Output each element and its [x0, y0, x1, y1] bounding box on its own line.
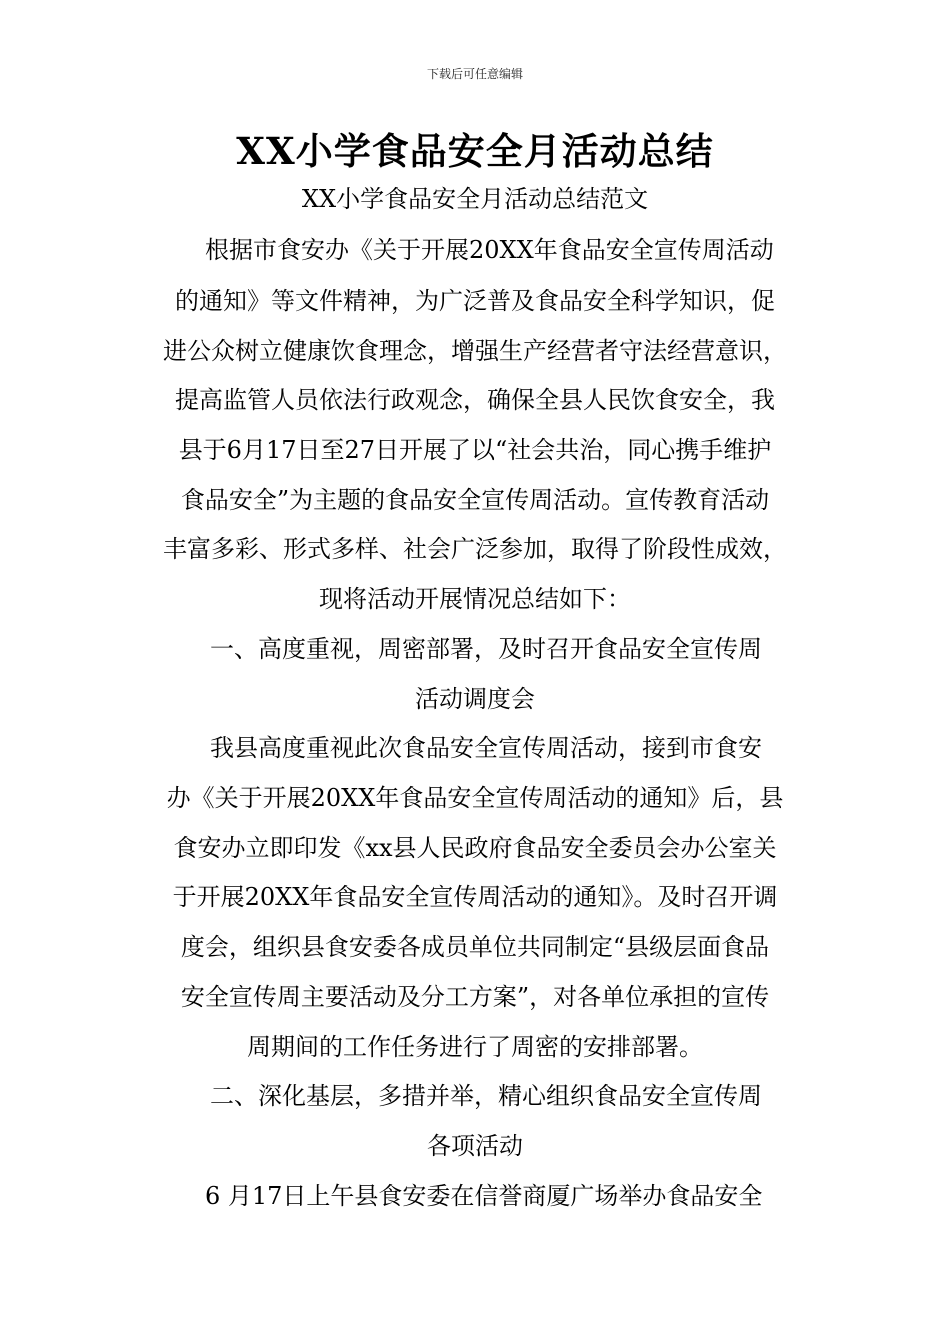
paragraph-line: 食品安全”为主题的食品安全宣传周活动。宣传教育活动 [180, 486, 770, 514]
section-heading-line: 一、高度重视，周密部署，及时召开食品安全宣传周 [210, 635, 762, 663]
paragraph-line: 度会，组织县食安委各成员单位共同制定“县级层面食品 [180, 933, 770, 961]
paragraph-line: 6 月17日上午县食安委在信誉商厦广场举办食品安全 [205, 1182, 763, 1210]
document-title: XX小学食品安全月活动总结 [236, 129, 714, 173]
paragraph-line: 周期间的工作任务进行了周密的安排部署。 [247, 1033, 703, 1061]
paragraph-line: 丰富多彩、形式多样、社会广泛参加，取得了阶段性成效， [163, 535, 787, 563]
paragraph-line: 办《关于开展20XX年食品安全宣传周活动的通知》后，县 [166, 784, 784, 812]
document-subtitle: XX小学食品安全月活动总结范文 [301, 185, 649, 213]
paragraph-line: 于开展20XX年食品安全宣传周活动的通知》。及时召开调 [172, 883, 778, 911]
paragraph-line: 根据市食安办《关于开展20XX年食品安全宣传周活动 [205, 236, 774, 264]
paragraph-line: 食安办立即印发《xx县人民政府食品安全委员会办公室关 [173, 834, 777, 862]
section-heading-line: 各项活动 [427, 1132, 523, 1160]
paragraph-line: 我县高度重视此次食品安全宣传周活动，接到市食安 [210, 734, 762, 762]
header-note: 下载后可任意编辑 [426, 67, 523, 81]
paragraph-line: 提高监管人员依法行政观念，确保全县人民饮食安全，我 [175, 386, 775, 414]
paragraph-line: 进公众树立健康饮食理念，增强生产经营者守法经营意识， [163, 337, 787, 365]
paragraph-line: 的通知》等文件精神，为广泛普及食品安全科学知识，促 [175, 287, 775, 315]
section-heading-line: 活动调度会 [415, 685, 535, 713]
paragraph-line: 县于6月17日至27日开展了以“社会共治，同心携手维护 [178, 436, 772, 464]
paragraph-line: 现将活动开展情况总结如下： [319, 585, 631, 613]
paragraph-line: 安全宣传周主要活动及分工方案”，对各单位承担的宣传 [180, 983, 770, 1011]
section-heading-line: 二、深化基层，多措并举，精心组织食品安全宣传周 [210, 1082, 762, 1110]
